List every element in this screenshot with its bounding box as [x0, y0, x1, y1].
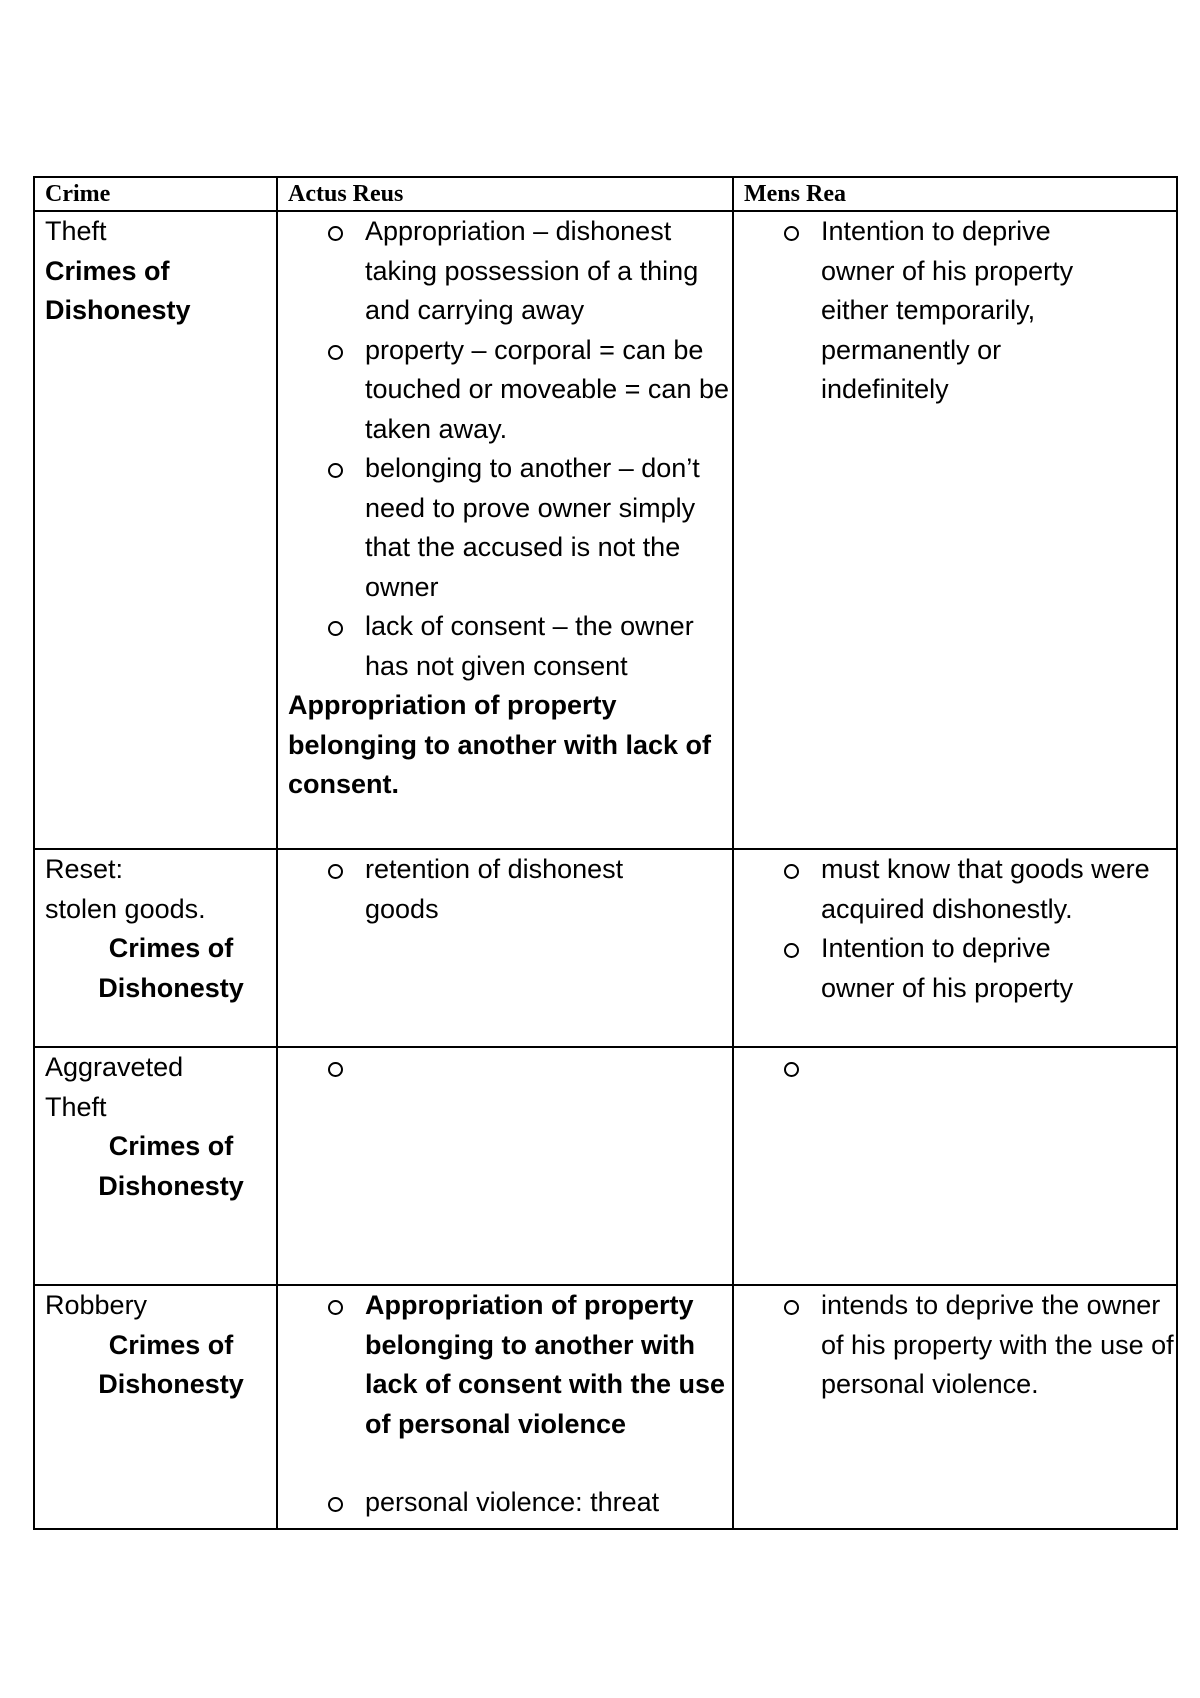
actus-reus-cell	[277, 1047, 733, 1285]
list-item: Appropriation – dishonest taking possession of a thing and carrying away	[328, 212, 732, 331]
crime-name: Reset:	[45, 854, 124, 884]
header-mens-rea: Mens Rea	[733, 177, 1177, 211]
table-row	[34, 849, 1177, 1047]
list-item	[784, 1048, 1176, 1087]
list-item: Appropriation of property belonging to another with lack of consent with the use of personal violence	[328, 1286, 732, 1444]
actus-reus-list	[288, 850, 732, 929]
crime-subtitle: stolen goods.	[45, 893, 206, 924]
header-crime: Crime	[34, 177, 277, 211]
table-row	[34, 1285, 1177, 1529]
list-item	[328, 1048, 732, 1087]
list-item: intends to deprive the owner of his property with the use of personal violence.	[784, 1286, 1176, 1405]
mens-rea-cell	[733, 1285, 1177, 1529]
table-row	[34, 1047, 1177, 1285]
mens-rea-list	[744, 212, 1176, 410]
actus-reus-list	[288, 1048, 732, 1087]
crime-name: Theft	[45, 216, 107, 246]
actus-reus-cell	[277, 211, 733, 849]
actus-reus-cell	[277, 849, 733, 1047]
crime-category: Crimes of Dishonesty	[98, 1131, 244, 1201]
actus-reus-list	[288, 212, 732, 686]
mens-rea-cell	[733, 849, 1177, 1047]
mens-rea-cell	[733, 1047, 1177, 1285]
crime-cell	[34, 1285, 277, 1529]
list-item: Intention to deprive owner of his property	[784, 929, 1176, 1008]
crime-category: Crimes of Dishonesty	[98, 933, 244, 1003]
mens-rea-list	[744, 1048, 1176, 1087]
crimes-table	[33, 176, 1178, 1530]
list-item: lack of consent – the owner has not given consent	[328, 607, 732, 686]
list-item: property – corporal = can be touched or moveable = can be taken away.	[328, 331, 732, 450]
list-item: personal violence: threat	[328, 1483, 732, 1523]
crime-name: Robbery	[45, 1290, 148, 1320]
actus-reus-list-secondary	[288, 1483, 732, 1523]
table-row	[34, 211, 1177, 849]
crime-category: Crimes of Dishonesty	[45, 255, 191, 325]
mens-rea-cell	[733, 211, 1177, 849]
list-item: must know that goods were acquired dishonestly.	[784, 850, 1176, 929]
header-row	[34, 177, 1177, 211]
crime-category: Crimes of Dishonesty	[98, 1329, 244, 1399]
crime-cell	[34, 211, 277, 849]
mens-rea-list	[744, 1286, 1176, 1405]
header-actus-reus: Actus Reus	[277, 177, 733, 211]
actus-reus-cell	[277, 1285, 733, 1529]
mens-rea-list	[744, 850, 1176, 1008]
list-item: retention of dishonest goods	[328, 850, 672, 929]
list-item: Intention to deprive owner of his property either temporarily, permanently or indefinitely	[784, 212, 1096, 410]
crime-cell	[34, 1047, 277, 1285]
spacer	[288, 1444, 732, 1483]
crime-name: Aggraveted Theft	[45, 1052, 184, 1122]
crime-cell	[34, 849, 277, 1047]
actus-reus-list	[288, 1286, 732, 1444]
list-item: belonging to another – don’t need to prove owner simply that the accused is not the owner	[328, 449, 732, 607]
actus-reus-summary: Appropriation of property belonging to another with lack of consent.	[288, 690, 711, 799]
